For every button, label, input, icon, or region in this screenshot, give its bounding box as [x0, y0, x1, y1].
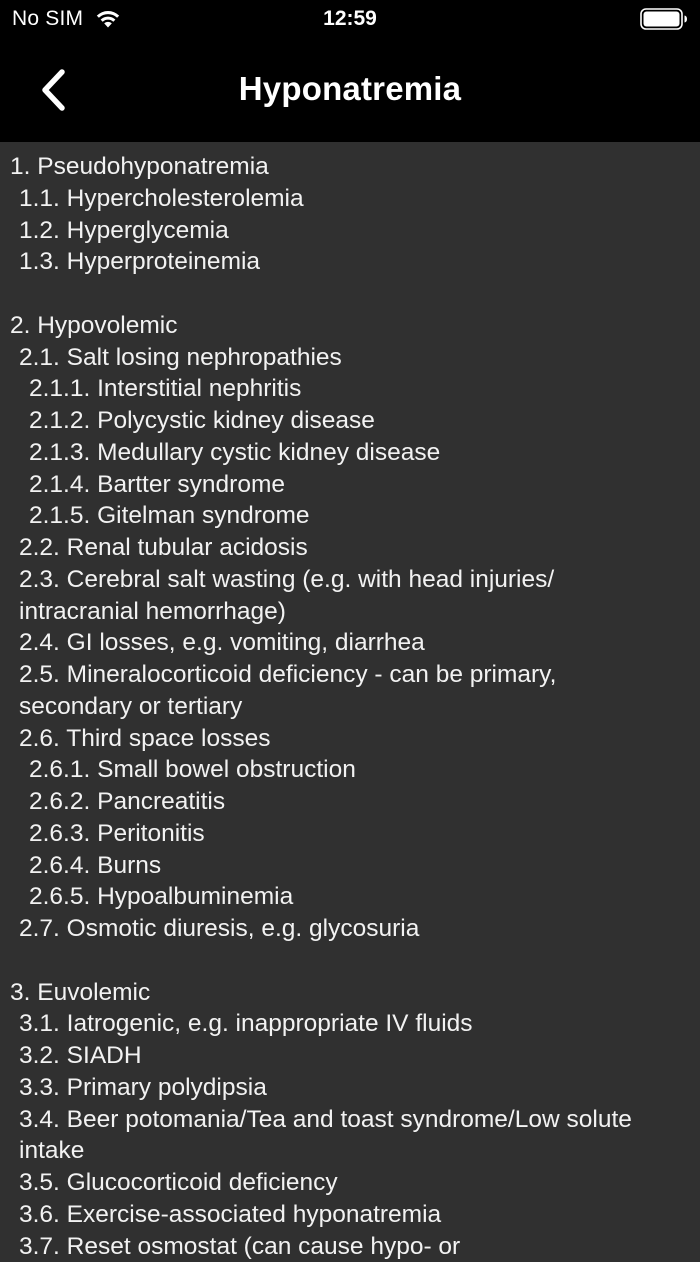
spacer [10, 278, 700, 310]
list-item: 2.7. Osmotic diuresis, e.g. glycosuria [10, 913, 700, 945]
sub-list-item: 2.6.5. Hypoalbuminemia [10, 881, 700, 913]
outline-list [0, 142, 700, 1262]
content-scroll-area[interactable] [0, 142, 700, 1244]
sub-list-item: 2.6.2. Pancreatitis [10, 786, 700, 818]
sub-list-item: 2.1.4. Bartter syndrome [10, 469, 700, 501]
sub-list-item: 2.1.5. Gitelman syndrome [10, 500, 700, 532]
spacer [10, 945, 700, 977]
sub-list-item: 2.6.3. Peritonitis [10, 818, 700, 850]
list-item: 1.1. Hypercholesterolemia [10, 183, 700, 215]
list-item: 3.5. Glucocorticoid deficiency [10, 1167, 700, 1199]
list-item: 1.2. Hyperglycemia [10, 215, 700, 247]
list-item: 2.1. Salt losing nephropathies [10, 342, 700, 374]
list-item: 2.6. Third space losses [10, 723, 700, 755]
list-item: 3.2. SIADH [10, 1040, 700, 1072]
list-item: 3.3. Primary polydipsia [10, 1072, 700, 1104]
section-heading: 1. Pseudohyponatremia [10, 151, 700, 183]
sub-list-item: 2.6.4. Burns [10, 850, 700, 882]
list-item: 3.1. Iatrogenic, e.g. inappropriate IV fluids [10, 1008, 700, 1040]
page-title: Hyponatremia [0, 70, 700, 108]
sub-list-item: 2.1.3. Medullary cystic kidney disease [10, 437, 700, 469]
list-item: 2.5. Mineralocorticoid deficiency - can be primary, secondary or tertiary [10, 659, 700, 723]
list-item: 3.4. Beer potomania/Tea and toast syndrome/Low solute intake [10, 1104, 700, 1168]
sub-list-item: 2.6.1. Small bowel obstruction [10, 754, 700, 786]
sub-list-item: 2.1.1. Interstitial nephritis [10, 373, 700, 405]
status-time: 12:59 [0, 7, 700, 31]
navigation-bar [0, 40, 700, 142]
section-heading: 2. Hypovolemic [10, 310, 700, 342]
status-bar [0, 0, 700, 40]
sub-list-item: 2.1.2. Polycystic kidney disease [10, 405, 700, 437]
list-item: 2.3. Cerebral salt wasting (e.g. with head injuries/ intracranial hemorrhage) [10, 564, 700, 628]
list-item: 2.2. Renal tubular acidosis [10, 532, 700, 564]
list-item: 2.4. GI losses, e.g. vomiting, diarrhea [10, 627, 700, 659]
list-item: 3.7. Reset osmostat (can cause hypo- or [10, 1231, 700, 1262]
carrier-label: No SIM [12, 7, 83, 31]
list-item: 3.6. Exercise-associated hyponatremia [10, 1199, 700, 1231]
list-item: 1.3. Hyperproteinemia [10, 246, 700, 278]
section-heading: 3. Euvolemic [10, 977, 700, 1009]
battery-full-icon [640, 8, 688, 30]
